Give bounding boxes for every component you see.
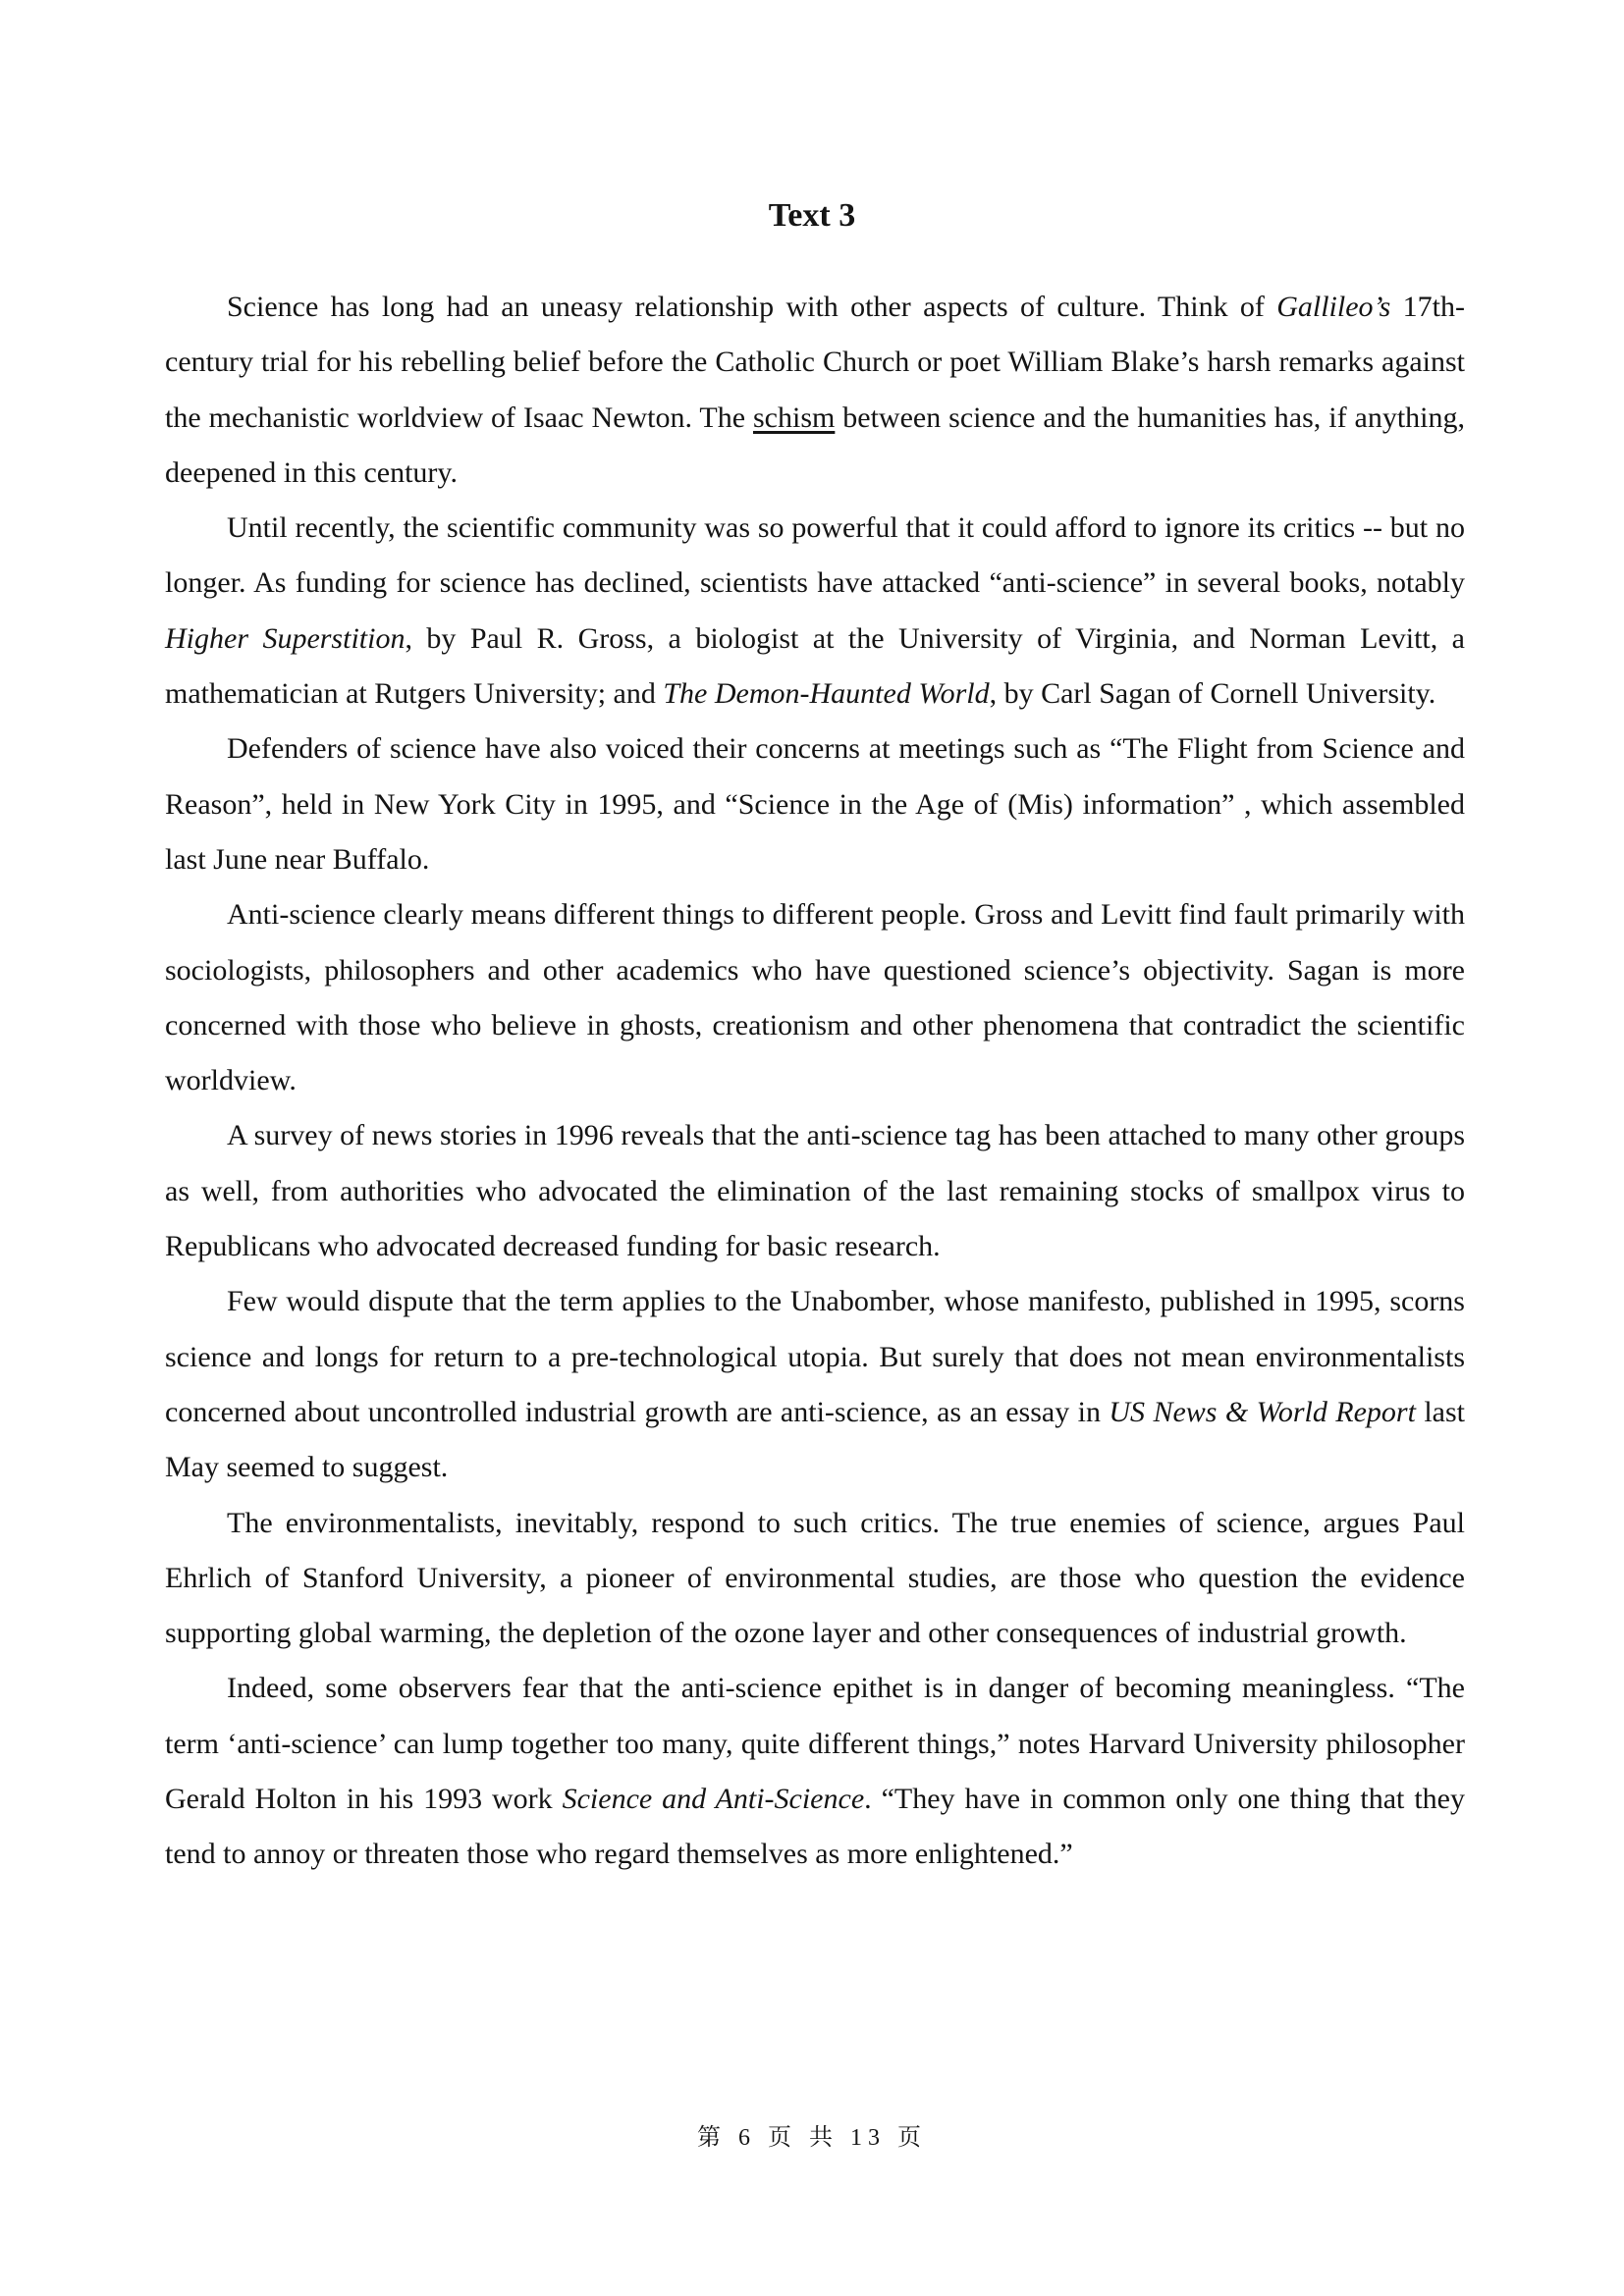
paragraph-8 bbox=[165, 1661, 1465, 1882]
paragraph-text: Until recently, the scientific community was so powerful that it could afford to ignore its critics -- but no longer. As funding for science has declined, scientists have attacked “anti-science” in several books, notably bbox=[165, 511, 1465, 600]
paragraph-text: between science and the humanities has, if anything, deepened in this century. bbox=[165, 400, 1465, 489]
paragraph-5 bbox=[165, 1108, 1465, 1274]
paragraph-7 bbox=[165, 1496, 1465, 1662]
paragraph-text: Indeed, some observers fear that the anti-science epithet is in danger of becoming meaningless. “The term ‘anti-science’ can lump together too many, quite different things,” notes Harvard University philosopher Gerald Holton in his 1993 work bbox=[165, 1672, 1465, 1816]
underlined-word: schism bbox=[753, 400, 836, 434]
book-title: Higher Superstition bbox=[165, 621, 406, 655]
paragraph-text: The environmentalists, inevitably, respond to such critics. The true enemies of science, argues Paul Ehrlich of Stanford University, a pioneer of environmental studies, are those who question the evidence supporting global warming, the depletion of the ozone layer and other consequences of industrial growth. bbox=[165, 1506, 1465, 1650]
paragraph-6 bbox=[165, 1274, 1465, 1495]
paragraph-text: . “They have in common only one thing that they tend to annoy or threaten those who regard themselves as more enlightened.” bbox=[165, 1783, 1465, 1871]
passage-body bbox=[165, 280, 1465, 1883]
paragraph-1 bbox=[165, 280, 1465, 501]
publication-title: US News & World Report bbox=[1109, 1395, 1416, 1428]
paragraph-text: Defenders of science have also voiced their concerns at meetings such as “The Flight from Science and Reason”, held in New York City in 1995, and “Science in the Age of (Mis) information” , which assembled last June near Buffalo. bbox=[165, 732, 1465, 876]
paragraph-text: A survey of news stories in 1996 reveals that the anti-science tag has been attached to many other groups as well, from authorities who advocated the elimination of the last remaining stocks of smallpox virus to Republicans who advocated decreased funding for basic research. bbox=[165, 1119, 1465, 1263]
paragraph-4 bbox=[165, 887, 1465, 1108]
paragraph-text: , by Carl Sagan of Cornell University. bbox=[989, 677, 1436, 711]
emphasis-text: Gallileo’s bbox=[1276, 291, 1391, 323]
paragraph-text: last May seemed to suggest. bbox=[165, 1395, 1466, 1484]
paragraph-3 bbox=[165, 721, 1465, 887]
paragraph-text: Few would dispute that the term applies to the Unabomber, whose manifesto, published in 1995, scorns science and longs for return to a pre-technological utopia. But surely that does not mean environmentalists concerned about uncontrolled industrial growth are anti-science, as an essay in bbox=[165, 1285, 1465, 1428]
book-title: The Demon-Haunted World bbox=[663, 677, 990, 711]
paragraph-text: Science has long had an uneasy relationship with other aspects of culture. Think of bbox=[227, 291, 1277, 323]
page-number-footer: 第 6 页 共 13 页 bbox=[697, 2125, 927, 2151]
paragraph-2 bbox=[165, 501, 1465, 721]
paragraph-text: Anti-science clearly means different things to different people. Gross and Levitt find fault primarily with sociologists, philosophers and other academics who have questioned science’s objectivity. Sagan is more concerned with those who believe in ghosts, creationism and other phenomena that contradict the scientific worldview. bbox=[165, 898, 1465, 1097]
paragraph-text: 17th-century trial for his rebelling belief before the Catholic Church or poet William Blake’s harsh remarks against the mechanistic worldview of Isaac Newton. The bbox=[165, 291, 1465, 434]
text-title: Text 3 bbox=[768, 197, 856, 234]
book-title: Science and Anti-Science bbox=[562, 1783, 865, 1816]
paragraph-text: , by Paul R. Gross, a biologist at the University of Virginia, and Norman Levitt, a mathematician at Rutgers University; and bbox=[165, 621, 1465, 711]
